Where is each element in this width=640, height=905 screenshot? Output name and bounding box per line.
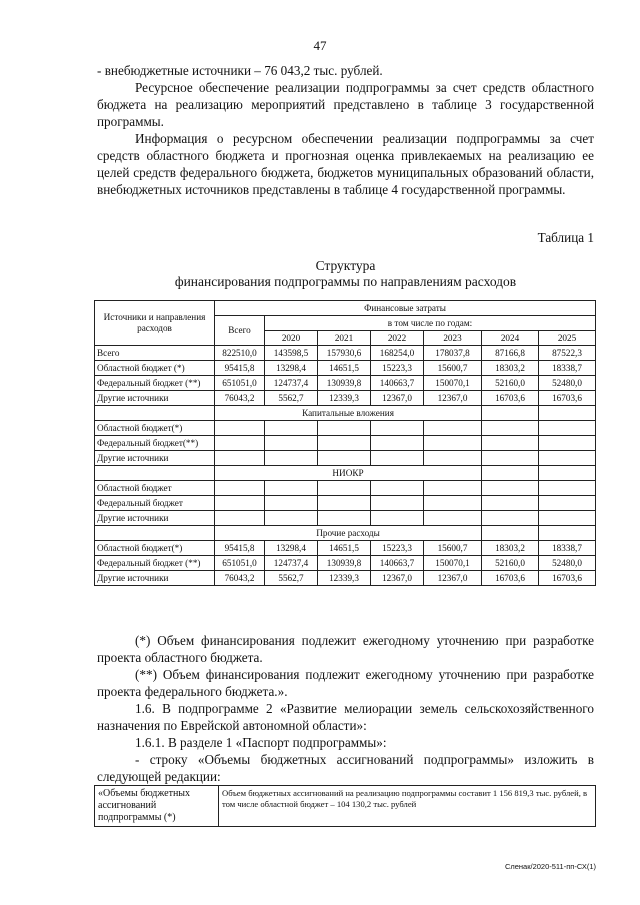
- cell-year-value: 130939,8: [318, 556, 371, 571]
- cell-year-value: [318, 481, 371, 496]
- table-row: [95, 556, 596, 571]
- cell-year-value: [318, 421, 371, 436]
- cell-year-value: 16703,6: [539, 571, 596, 586]
- table-row: [95, 346, 596, 361]
- cell-year-value: 87166,8: [482, 346, 539, 361]
- cell-year-value: [318, 496, 371, 511]
- cell-total: 76043,2: [215, 391, 265, 406]
- cell-year-value: 15223,3: [371, 361, 424, 376]
- cell-year-value: [424, 421, 482, 436]
- cell-year-value: [318, 436, 371, 451]
- row-label: Федеральный бюджет (**): [95, 556, 215, 571]
- cell-year-value: 140663,7: [371, 376, 424, 391]
- row-label: Другие источники: [95, 451, 215, 466]
- row-label: Областной бюджет(*): [95, 421, 215, 436]
- cell-total: 651051,0: [215, 556, 265, 571]
- footnotes: [97, 632, 594, 785]
- cell-year-value: 150070,1: [424, 376, 482, 391]
- section-row: [95, 526, 596, 541]
- table-row: [95, 391, 596, 406]
- cell-total: 651051,0: [215, 376, 265, 391]
- row-label: Областной бюджет (*): [95, 361, 215, 376]
- cell-total: [215, 481, 265, 496]
- cell-year-value: 15223,3: [371, 541, 424, 556]
- table-title: [97, 258, 594, 290]
- cell-year-value: 52480,0: [539, 556, 596, 571]
- section-blank-cell: [539, 466, 596, 481]
- section-blank-cell: [95, 466, 215, 481]
- footnote-federal: (**) Объем финансирования подлежит ежегодному уточнению при разработке проекта федерального бюджета.».: [97, 667, 594, 699]
- passport-table: [94, 785, 596, 827]
- cell-year-value: 157930,6: [318, 346, 371, 361]
- cell-year-value: 14651,5: [318, 361, 371, 376]
- financing-table-body: [95, 301, 596, 586]
- cell-total: 822510,0: [215, 346, 265, 361]
- section-blank-cell: [482, 466, 539, 481]
- passport-row: [95, 786, 596, 827]
- header-year: 2025: [539, 331, 596, 346]
- amendment-instruction: - строку «Объемы бюджетных ассигнований подпрограммы» изложить в следующей редакции:: [97, 752, 594, 784]
- passport-value: Объем бюджетных ассигнований на реализацию подпрограммы составит 1 156 819,3 тыс. рублей, в том числе областной бюджет – 104 130,2 тыс. рублей: [219, 786, 596, 827]
- cell-year-value: 124737,4: [265, 376, 318, 391]
- page-number: 47: [313, 38, 327, 53]
- cell-year-value: [424, 496, 482, 511]
- cell-year-value: 14651,5: [318, 541, 371, 556]
- intro-paragraph-1: - внебюджетные источники – 76 043,2 тыс. рублей.: [97, 63, 383, 78]
- cell-year-value: [265, 496, 318, 511]
- table-row: [95, 496, 596, 511]
- table-row: [95, 361, 596, 376]
- cell-total: [215, 451, 265, 466]
- cell-year-value: [424, 451, 482, 466]
- row-label: Федеральный бюджет (**): [95, 376, 215, 391]
- header-year: 2020: [265, 331, 318, 346]
- table-title-line-1: Структура: [315, 258, 376, 273]
- amendment-1-6-1: 1.6.1. В разделе 1 «Паспорт подпрограммы»:: [135, 735, 387, 750]
- cell-year-value: 13298,4: [265, 361, 318, 376]
- section-blank-cell: [95, 406, 215, 421]
- cell-year-value: [318, 511, 371, 526]
- section-row: [95, 466, 596, 481]
- cell-year-value: [482, 421, 539, 436]
- cell-year-value: [265, 421, 318, 436]
- table-caption: Таблица 1: [537, 230, 594, 245]
- section-blank-cell: [539, 406, 596, 421]
- table-title-line-2: финансирования подпрограммы по направлениям расходов: [174, 274, 517, 289]
- row-label: Другие источники: [95, 391, 215, 406]
- cell-total: [215, 421, 265, 436]
- cell-year-value: [482, 436, 539, 451]
- table-row: [95, 571, 596, 586]
- table-row: [95, 481, 596, 496]
- cell-year-value: 52160,0: [482, 376, 539, 391]
- cell-year-value: 150070,1: [424, 556, 482, 571]
- cell-year-value: 52160,0: [482, 556, 539, 571]
- row-label: Всего: [95, 346, 215, 361]
- row-label: Областной бюджет: [95, 481, 215, 496]
- header-year: 2023: [424, 331, 482, 346]
- cell-year-value: 18338,7: [539, 541, 596, 556]
- intro-paragraph-3: Информация о ресурсном обеспечении реализации подпрограммы за счет средств областного бюджета и прогнозная оценка привлекаемых на реализацию ее целей средств федерального бюджета, бюджетов муниципальных образований области, внебюджетных источников представлены в таблице 4 государственной программы.: [97, 131, 594, 197]
- table-row: [95, 421, 596, 436]
- cell-year-value: [265, 481, 318, 496]
- header-by-year: в том числе по годам:: [265, 316, 596, 331]
- table-row: [95, 376, 596, 391]
- cell-year-value: 52480,0: [539, 376, 596, 391]
- financing-table: [94, 300, 596, 586]
- cell-year-value: [371, 436, 424, 451]
- cell-total: [215, 436, 265, 451]
- cell-year-value: 15600,7: [424, 361, 482, 376]
- table-row: [95, 511, 596, 526]
- cell-year-value: [371, 421, 424, 436]
- cell-year-value: 18303,2: [482, 361, 539, 376]
- cell-year-value: [265, 451, 318, 466]
- footnote-regional: (*) Объем финансирования подлежит ежегодному уточнению при разработке проекта областного бюджета.: [97, 633, 594, 665]
- cell-total: 76043,2: [215, 571, 265, 586]
- row-label: Федеральный бюджет: [95, 496, 215, 511]
- cell-year-value: 178037,8: [424, 346, 482, 361]
- cell-year-value: 16703,6: [482, 391, 539, 406]
- cell-year-value: [371, 481, 424, 496]
- cell-year-value: [371, 451, 424, 466]
- cell-year-value: 18338,7: [539, 361, 596, 376]
- cell-year-value: [539, 481, 596, 496]
- cell-total: 95415,8: [215, 541, 265, 556]
- cell-year-value: 87522,3: [539, 346, 596, 361]
- amendment-1-6: 1.6. В подпрограмме 2 «Развитие мелиорации земель сельскохозяйственного назначения по Еврейской автономной области»:: [97, 701, 594, 733]
- cell-year-value: 16703,6: [482, 571, 539, 586]
- cell-year-value: 15600,7: [424, 541, 482, 556]
- section-blank-cell: [95, 526, 215, 541]
- cell-year-value: 5562,7: [265, 571, 318, 586]
- row-label: Другие источники: [95, 571, 215, 586]
- cell-year-value: [482, 511, 539, 526]
- cell-year-value: [482, 496, 539, 511]
- cell-year-value: 140663,7: [371, 556, 424, 571]
- row-label: Федеральный бюджет(**): [95, 436, 215, 451]
- cell-year-value: [539, 436, 596, 451]
- header-year: 2022: [371, 331, 424, 346]
- cell-year-value: 12339,3: [318, 571, 371, 586]
- section-blank-cell: [482, 526, 539, 541]
- cell-year-value: [318, 451, 371, 466]
- cell-year-value: [265, 436, 318, 451]
- cell-year-value: [371, 496, 424, 511]
- header-year: 2021: [318, 331, 371, 346]
- cell-year-value: 5562,7: [265, 391, 318, 406]
- section-title: НИОКР: [215, 466, 482, 481]
- table-row: [95, 436, 596, 451]
- intro-text: [97, 62, 594, 198]
- cell-year-value: [539, 421, 596, 436]
- header-sources: Источники и направления расходов: [95, 301, 215, 346]
- header-total: Всего: [215, 316, 265, 346]
- cell-year-value: 12339,3: [318, 391, 371, 406]
- table-row: [95, 451, 596, 466]
- cell-year-value: [424, 511, 482, 526]
- cell-total: [215, 511, 265, 526]
- section-blank-cell: [482, 406, 539, 421]
- cell-year-value: 12367,0: [371, 571, 424, 586]
- cell-year-value: 12367,0: [424, 391, 482, 406]
- cell-year-value: 124737,4: [265, 556, 318, 571]
- cell-year-value: [482, 481, 539, 496]
- passport-label: «Объемы бюджетных ассигнований подпрограммы (*): [95, 786, 219, 827]
- cell-total: [215, 496, 265, 511]
- cell-year-value: [539, 511, 596, 526]
- section-title: Прочие расходы: [215, 526, 482, 541]
- section-row: [95, 406, 596, 421]
- header-costs: Финансовые затраты: [215, 301, 596, 316]
- cell-year-value: 18303,2: [482, 541, 539, 556]
- cell-total: 95415,8: [215, 361, 265, 376]
- row-label: Другие источники: [95, 511, 215, 526]
- cell-year-value: 130939,8: [318, 376, 371, 391]
- cell-year-value: 143598,5: [265, 346, 318, 361]
- cell-year-value: [371, 511, 424, 526]
- row-label: Областной бюджет(*): [95, 541, 215, 556]
- table-header-row: [95, 301, 596, 316]
- intro-paragraph-2: Ресурсное обеспечение реализации подпрограммы за счет средств областного бюджета на реализацию мероприятий представлено в таблице 3 государственной программы.: [97, 80, 594, 129]
- cell-year-value: 12367,0: [371, 391, 424, 406]
- cell-year-value: [539, 496, 596, 511]
- cell-year-value: [482, 451, 539, 466]
- cell-year-value: 13298,4: [265, 541, 318, 556]
- cell-year-value: [539, 451, 596, 466]
- cell-year-value: [424, 481, 482, 496]
- section-blank-cell: [539, 526, 596, 541]
- section-title: Капитальные вложения: [215, 406, 482, 421]
- header-year: 2024: [482, 331, 539, 346]
- cell-year-value: 16703,6: [539, 391, 596, 406]
- table-row: [95, 541, 596, 556]
- cell-year-value: [265, 511, 318, 526]
- footer-code: Сленак/2020-511-пп-СХ(1): [504, 862, 596, 871]
- cell-year-value: 168254,0: [371, 346, 424, 361]
- cell-year-value: 12367,0: [424, 571, 482, 586]
- cell-year-value: [424, 436, 482, 451]
